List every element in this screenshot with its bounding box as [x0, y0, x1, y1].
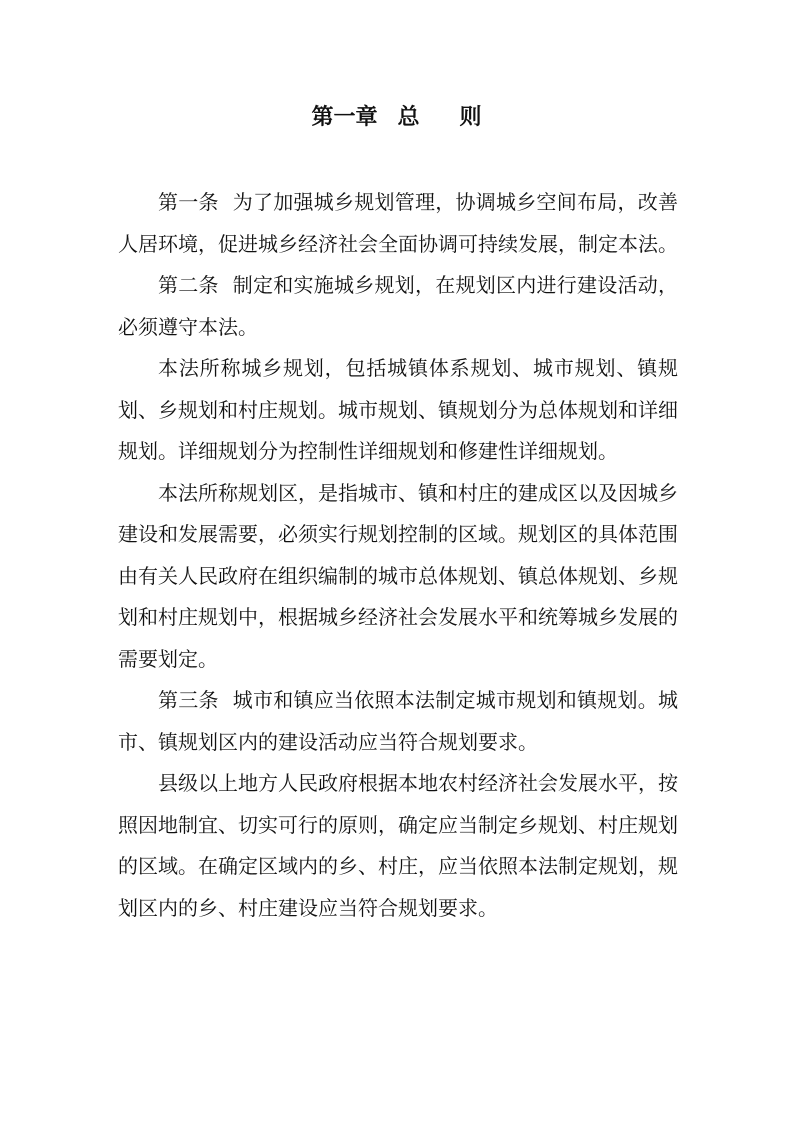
paragraph-text: 城市和镇应当依照本法制定城市规划和镇规划。城市、镇规划区内的建设活动应当符合规划要求。: [118, 688, 678, 754]
paragraph-text: 本法所称规划区，是指城市、镇和村庄的建成区以及因城乡建设和发展需要，必须实行规划控制的区域。规划区的具体范围由有关人民政府在组织编制的城市总体规划、镇总体规划、乡规划和村庄规划中，根据城乡经济社会发展水平和统筹城乡发展的需要划定。: [118, 480, 678, 671]
paragraph-text: 县级以上地方人民政府根据本地农村经济社会发展水平，按照因地制宜、切实可行的原则，确定应当制定乡规划、村庄规划的区域。在确定区域内的乡、村庄，应当依照本法制定规划，规划区内的乡、村庄建设应当符合规划要求。: [118, 771, 678, 920]
paragraph-article-2: [118, 265, 678, 348]
paragraph-article-2-clause-3: [118, 473, 678, 681]
paragraph-article-3-clause-2: [118, 763, 678, 929]
document-body: [118, 182, 678, 929]
paragraph-article-2-clause-2: [118, 348, 678, 473]
chapter-title-part2: 则: [459, 105, 482, 130]
paragraph-article-3: [118, 680, 678, 763]
paragraph-text: 为了加强城乡规划管理，协调城乡空间布局，改善人居环境，促进城乡经济社会全面协调可持续发展，制定本法。: [118, 190, 678, 256]
article-label: 第一条: [158, 190, 219, 214]
paragraph-article-1: [118, 182, 678, 265]
chapter-title-part1: 总: [397, 105, 420, 130]
paragraph-text: 本法所称城乡规划，包括城镇体系规划、城市规划、镇规划、乡规划和村庄规划。城市规划、镇规划分为总体规划和详细规划。详细规划分为控制性详细规划和修建性详细规划。: [118, 356, 678, 463]
article-label: 第二条: [158, 273, 219, 297]
paragraph-text: 制定和实施城乡规划，在规划区内进行建设活动，必须遵守本法。: [118, 273, 678, 339]
chapter-number: 第一章: [311, 105, 378, 130]
chapter-title: [0, 101, 793, 135]
article-label: 第三条: [158, 688, 219, 712]
